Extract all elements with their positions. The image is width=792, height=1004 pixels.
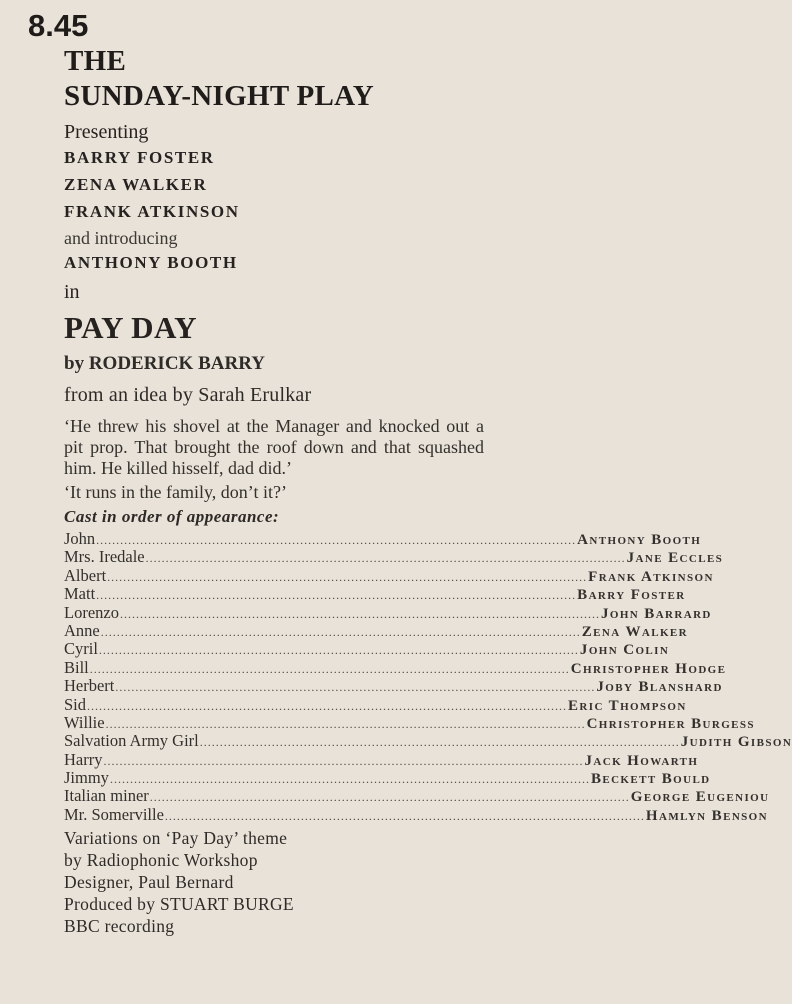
leader-dots: ........................................................................................................................ — [164, 808, 645, 823]
broadcast-time: 8.45 — [28, 8, 89, 43]
cast-row — [64, 676, 723, 696]
programme-title-line-2: SUNDAY-NIGHT PLAY — [64, 80, 374, 112]
cast-actor: John Colin — [579, 642, 670, 659]
in-label: in — [64, 281, 80, 303]
cast-row — [64, 529, 702, 548]
cast-actor: Jack Howarth — [584, 752, 699, 769]
cast-row — [64, 712, 755, 732]
leader-dots: ........................................................................................................................ — [107, 569, 588, 584]
cast-row — [64, 620, 688, 640]
cast-role: John — [64, 529, 96, 548]
leader-dots: ........................................................................................................................ — [115, 680, 596, 695]
cast-actor: Zena Walker — [581, 623, 688, 640]
cast-row — [64, 639, 670, 659]
cast-role: Jimmy — [64, 768, 109, 788]
cast-actor: Beckett Bould — [590, 771, 711, 788]
cast-actor: Eric Thompson — [568, 697, 687, 714]
cast-row — [64, 602, 712, 622]
cast-role: Mrs. Iredale — [64, 547, 145, 567]
cast-actor: Hamlyn Benson — [645, 807, 768, 824]
cast-actor: Judith Gibson — [680, 734, 792, 751]
cast-row — [64, 547, 724, 567]
star-name: ZENA WALKER — [64, 175, 208, 194]
leader-dots: ........................................................................................................................ — [105, 716, 586, 731]
cast-role: Sid — [64, 694, 87, 714]
cast-actor: George Eugeniou — [630, 789, 770, 806]
cast-actor: Jane Eccles — [626, 550, 724, 567]
programme-title-line-1: THE — [64, 45, 127, 77]
cast-actor: Anthony Booth — [577, 532, 702, 548]
cast-role: Herbert — [64, 676, 115, 696]
cast-role: Lorenzo — [64, 602, 119, 622]
cast-role: Salvation Army Girl — [64, 731, 199, 751]
cast-row — [64, 657, 727, 677]
cast-row — [64, 565, 714, 585]
cast-heading: Cast in order of appearance: — [64, 507, 280, 526]
cast-actor: Joby Blanshard — [596, 679, 723, 696]
leader-dots: ........................................................................................................................ — [89, 661, 570, 676]
cast-row — [64, 584, 686, 604]
author-byline: by RODERICK BARRY — [64, 353, 265, 374]
designer-credit: Designer, Paul Bernard — [64, 872, 234, 893]
play-title: PAY DAY — [64, 310, 197, 345]
cast-actor: Barry Foster — [577, 587, 686, 604]
cast-actor: Christopher Burgess — [586, 715, 755, 732]
cast-actor: Christopher Hodge — [570, 660, 727, 677]
cast-actor: Frank Atkinson — [588, 568, 714, 585]
cast-role: Anne — [64, 620, 100, 640]
introduced-star-name: ANTHONY BOOTH — [64, 253, 238, 272]
cast-role: Matt — [64, 584, 96, 604]
leader-dots: ........................................................................................................................ — [199, 735, 680, 750]
leader-dots: ........................................................................................................................ — [96, 533, 577, 547]
music-credit-by: by Radiophonic Workshop — [64, 850, 258, 871]
leader-dots: ........................................................................................................................ — [109, 772, 590, 787]
cast-role: Harry — [64, 749, 103, 769]
cast-actor: John Barrard — [600, 605, 712, 622]
leader-dots: ........................................................................................................................ — [98, 643, 579, 658]
synopsis-quote: ‘He threw his shovel at the Manager and knocked out a pit prop. That brought the roof down and that squashed him. He killed hisself, dad did.’ — [64, 416, 484, 478]
leader-dots: ........................................................................................................................ — [96, 588, 577, 603]
cast-row — [64, 694, 687, 714]
listing-content — [64, 44, 792, 937]
star-name: FRANK ATKINSON — [64, 202, 240, 221]
cast-role: Willie — [64, 712, 105, 732]
leader-dots: ........................................................................................................................ — [119, 606, 600, 621]
cast-role: Bill — [64, 657, 89, 677]
cast-row — [64, 749, 699, 769]
leader-dots: ........................................................................................................................ — [145, 551, 626, 566]
leader-dots: ........................................................................................................................ — [149, 790, 630, 805]
leader-dots: ........................................................................................................................ — [87, 698, 568, 713]
introducing-label: and introducing — [64, 228, 178, 248]
cast-row — [64, 731, 792, 751]
cast-row — [64, 786, 770, 806]
recording-note: BBC recording — [64, 916, 175, 937]
idea-credit: from an idea by Sarah Erulkar — [64, 384, 312, 406]
presenting-label: Presenting — [64, 121, 149, 143]
cast-role: Italian miner — [64, 786, 149, 806]
cast-role: Cyril — [64, 639, 98, 659]
leader-dots: ........................................................................................................................ — [103, 753, 584, 768]
leader-dots: ........................................................................................................................ — [100, 624, 581, 639]
cast-role: Albert — [64, 565, 107, 585]
cast-row — [64, 804, 768, 824]
star-name: BARRY FOSTER — [64, 148, 215, 167]
cast-list — [64, 529, 792, 824]
music-credit: Variations on ‘Pay Day’ theme — [64, 828, 288, 849]
producer-credit: Produced by STUART BURGE — [64, 894, 294, 915]
synopsis-quote-2: ‘It runs in the family, don’t it?’ — [64, 482, 287, 502]
cast-role: Mr. Somerville — [64, 804, 164, 824]
cast-row — [64, 768, 711, 788]
